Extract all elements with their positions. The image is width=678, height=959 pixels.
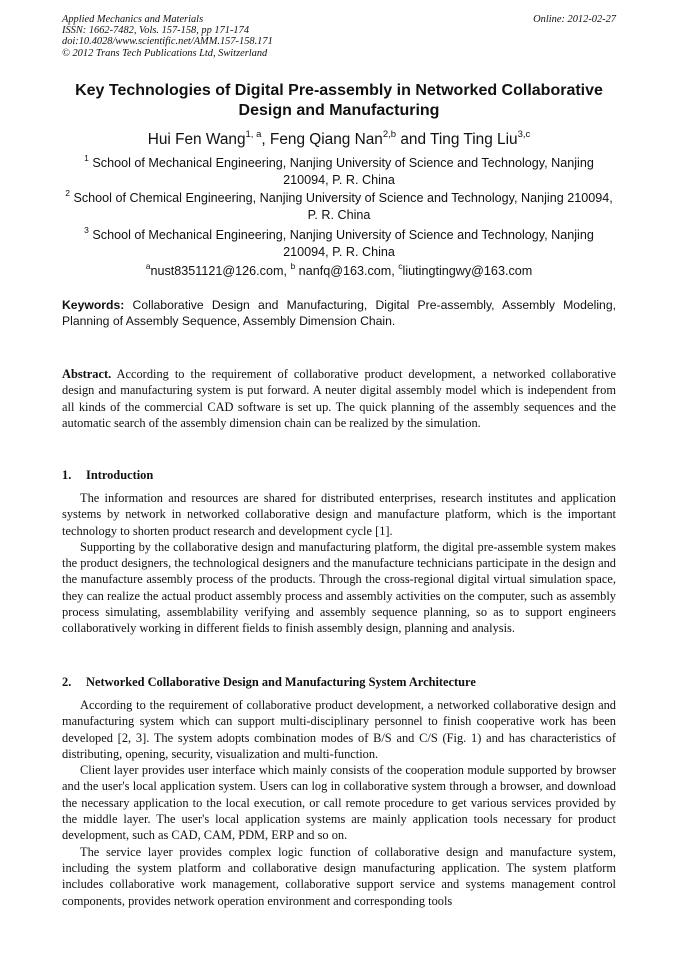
author-3-sup: 3,c <box>517 128 531 140</box>
author-emails <box>62 260 616 279</box>
abstract-block <box>62 366 616 431</box>
author-2-sup: 2,b <box>382 128 397 140</box>
affiliation-2-sup: 2 <box>65 187 70 198</box>
paragraph: Supporting by the collaborative design and manufacturing platform, the digital pre-assemble system makes the product designers, the technological designers and the manufacture technicians participate in the design and the manufacture assembly process of the products. Through the cross-regional digital virtual simulation space, they can realize the actual product assembly process and assembly activities on the computer, such as assembly process simulating, assemblability verifying and assembly sequence planning, so as to support engineers collaboratively working in different fields to finish assembly design, planning and analysis. <box>62 539 616 636</box>
journal-name: Applied Mechanics and Materials <box>62 14 204 25</box>
running-header <box>62 14 616 59</box>
abstract-text: According to the requirement of collaborative product development, a networked collaborative design and manufacturing system is put forward. A neuter digital assembly model which is independent from all kinds of the commercial CAD software is set up. The quick planning of the assembly sequences and the automatic search of the assembly dimension chain can be realized by the simulation. <box>62 367 616 430</box>
keywords-label: Keywords: <box>62 298 125 312</box>
email-a[interactable]: nust8351121@126.com, <box>150 264 291 278</box>
affiliation-1-line-2: 210094, P. R. China <box>283 172 395 187</box>
paragraph: Client layer provides user interface which mainly consists of the cooperation module supported by browser and the user's local application system. Users can log in collaborative system through a browser, and download the necessary application to the local execution, or call remote procedure to get various services provided by the middle layer. The user's local application systems are mainly application tools necessary for product development, such as CAD, CAM, PDM, ERP and so on. <box>62 763 616 843</box>
paragraph: The information and resources are shared for distributed enterprises, research institutes and application systems by network in networked collaborative design and manufacture platform, which is the important technology to shorten product research and development cycle [1]. <box>62 491 616 538</box>
abstract-label: Abstract. <box>62 367 112 381</box>
doi-line[interactable]: doi:10.4028/www.scientific.net/AMM.157-158.171 <box>62 36 273 48</box>
section-1-title: Introduction <box>86 468 154 482</box>
author-3: and Ting Ting Liu <box>396 131 518 148</box>
affiliation-1-line-1: School of Mechanical Engineering, Nanjing University of Science and Technology, Nanjing <box>88 156 594 170</box>
online-date: Online: 2012-02-27 <box>533 14 616 25</box>
paragraph: According to the requirement of collaborative product development, a networked collaborative design and manufacturing system which can support multi-disciplinary personnel to finish cooperative work has been developed [2, 3]. The system adopts combination modes of B/S and C/S (Fig. 1) and has characteristics of distributing, opening, security, visualization and multi-function. <box>62 698 616 761</box>
affiliation-2-line-1: School of Chemical Engineering, Nanjing University of Science and Technology, Nanjing 210094, <box>69 191 613 205</box>
section-heading-architecture <box>62 674 616 690</box>
affiliation-3-line-1: School of Mechanical Engineering, Nanjing University of Science and Technology, Nanjing <box>88 228 594 242</box>
paragraph: The service layer provides complex logic function of collaborative design and manufacture system, including the system platform and collaborative design manufacturing application. The system platform includes collaborative work management, collaborative support service and systems management control components, provides network operation environment and corresponding tools <box>62 844 616 908</box>
issn-line: ISSN: 1662-7482, Vols. 157-158, pp 171-174 <box>62 25 250 37</box>
section-heading-introduction <box>62 467 616 483</box>
email-a-sup: a <box>145 260 151 271</box>
copyright-line: © 2012 Trans Tech Publications Ltd, Switzerland <box>62 47 268 59</box>
affiliation-1-sup: 1 <box>84 152 89 163</box>
email-b-sup: b <box>290 260 296 271</box>
section-1-number: 1. <box>62 468 72 482</box>
section-2-body <box>62 697 616 909</box>
affiliation-3-line-2: 210094, P. R. China <box>283 244 395 259</box>
affiliation-1 <box>62 152 616 188</box>
section-2-title: Networked Collaborative Design and Manufacturing System Architecture <box>86 675 476 689</box>
author-list <box>40 130 638 150</box>
keywords-text: Collaborative Design and Manufacturing, Digital Pre-assembly, Assembly Modeling, Planning of Assembly Sequence, Assembly Dimension Chain. <box>62 298 616 328</box>
keywords-block <box>62 297 616 329</box>
email-b[interactable]: nanfq@163.com, <box>295 264 399 278</box>
email-c-sup: c <box>398 260 403 271</box>
section-1-body <box>62 490 616 637</box>
author-1: Hui Fen Wang <box>147 131 246 148</box>
title-line-1: Key Technologies of Digital Pre-assembly in Networked Collaborative <box>75 82 603 99</box>
affiliation-2 <box>62 187 616 223</box>
section-2-number: 2. <box>62 675 72 689</box>
title-line-2: Design and Manufacturing <box>238 101 440 119</box>
affiliation-2-line-2: P. R. China <box>307 207 371 222</box>
paper-title <box>62 81 616 120</box>
author-2: , Feng Qiang Nan <box>261 131 383 148</box>
email-c[interactable]: liutingtingwy@163.com <box>402 264 533 278</box>
affiliation-3 <box>62 224 616 260</box>
author-1-sup: 1, a <box>245 128 262 140</box>
affiliation-3-sup: 3 <box>84 224 89 235</box>
